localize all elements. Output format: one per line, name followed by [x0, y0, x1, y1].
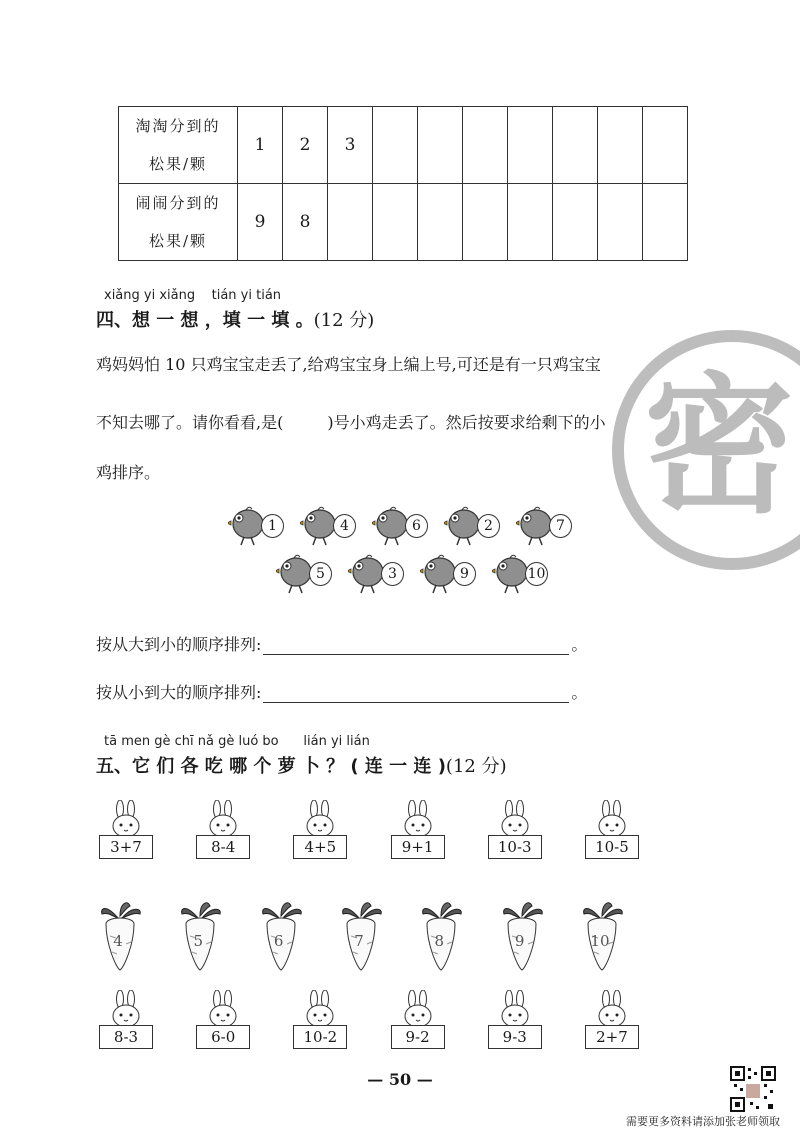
rabbit-icon [498, 800, 532, 838]
row-label-line: 闹闹分到的 [135, 194, 221, 212]
carrot[interactable] [580, 900, 626, 972]
chick-number: 7 [549, 514, 572, 538]
chick [300, 504, 356, 548]
rabbit-expression: 9-2 [391, 1025, 445, 1049]
chick [516, 504, 572, 548]
row-label-line: 淘淘分到的 [135, 117, 221, 135]
chick-icon [228, 504, 264, 548]
table-cell[interactable] [598, 107, 643, 184]
row-label-line: 松果/颗 [148, 232, 208, 250]
chick-icon [492, 552, 528, 596]
carrot[interactable] [419, 900, 465, 972]
table-cell[interactable] [328, 184, 373, 261]
chick [372, 504, 428, 548]
chick-icon [516, 504, 552, 548]
rabbit-expression: 3+7 [99, 835, 153, 859]
table-cell[interactable] [463, 184, 508, 261]
section5-pinyin: tā men gè chī nǎ gè luó bo lián yi lián [104, 734, 370, 749]
table-cell[interactable] [373, 184, 418, 261]
pine-cone-table [118, 106, 688, 261]
chick [420, 552, 476, 596]
rabbit[interactable] [386, 990, 450, 1049]
chick-row-2 [276, 552, 548, 596]
rabbit-icon [109, 990, 143, 1028]
rabbit-icon [206, 990, 240, 1028]
section4-pinyin: xiǎng yi xiǎng tián yi tián [104, 288, 282, 303]
rabbit-expression: 4+5 [293, 835, 347, 859]
chick [444, 504, 500, 548]
table-cell[interactable] [643, 107, 688, 184]
section4-para-line1: 鸡妈妈怕 10 只鸡宝宝走丢了,给鸡宝宝身上编上号,可还是有一只鸡宝宝 [96, 355, 601, 374]
table-cell[interactable] [553, 107, 598, 184]
table-cell[interactable]: 8 [283, 184, 328, 261]
para-text: )号小鸡走丢了。然后按要求给剩下的小 [327, 413, 606, 432]
chick-number: 2 [477, 514, 500, 538]
chick-number: 9 [453, 562, 476, 586]
page-number: — 50 — [367, 1070, 433, 1089]
section5-title-text: 五、它 们 各 吃 哪 个 萝 卜 ？ ( 连 一 连 ) [96, 756, 446, 777]
table-cell[interactable]: 2 [283, 107, 328, 184]
rabbit-expression: 8-4 [196, 835, 250, 859]
chick-number: 1 [261, 514, 284, 538]
rabbit-row-top [94, 800, 644, 859]
rabbit-icon [109, 800, 143, 838]
table-cell[interactable]: 9 [238, 184, 283, 261]
order-end-mark: 。 [571, 683, 588, 702]
section4-title [96, 306, 374, 332]
table-cell[interactable]: 3 [328, 107, 373, 184]
order-desc-answer[interactable] [263, 636, 569, 655]
chick-row-1 [228, 504, 572, 548]
chick-icon [276, 552, 312, 596]
rabbit-icon [206, 800, 240, 838]
section4-title-text: 四、想 一 想 ，填 一 填 。 [96, 310, 314, 331]
row-label-line: 松果/颗 [148, 155, 208, 173]
chick-icon [420, 552, 456, 596]
seal-char: 密 [644, 360, 795, 534]
rabbit-expression: 2+7 [585, 1025, 639, 1049]
rabbit-icon [595, 990, 629, 1028]
chick [348, 552, 404, 596]
rabbit[interactable] [580, 800, 644, 859]
section4-score: (12 分) [313, 310, 375, 331]
para-text: 不知去哪了。请你看看,是( [96, 413, 284, 432]
confidential-seal [612, 330, 800, 570]
chick [228, 504, 284, 548]
rabbit-expression: 9-3 [488, 1025, 542, 1049]
rabbit-icon [401, 990, 435, 1028]
chick-number: 10 [525, 562, 548, 586]
rabbit-expression: 10-5 [585, 835, 639, 859]
rabbit[interactable] [386, 800, 450, 859]
table-cell[interactable] [418, 107, 463, 184]
chick-number: 6 [405, 514, 428, 538]
chick-number: 3 [381, 562, 404, 586]
chick-icon [348, 552, 384, 596]
rabbit-expression: 10-2 [293, 1025, 347, 1049]
carrot-row [98, 900, 626, 972]
chick-icon [372, 504, 408, 548]
rabbit-expression: 9+1 [391, 835, 445, 859]
table-cell[interactable] [508, 107, 553, 184]
carrot[interactable] [98, 900, 144, 972]
rabbit-expression: 8-3 [99, 1025, 153, 1049]
rabbit[interactable] [191, 800, 255, 859]
carrot-number: 4 [113, 932, 123, 950]
row-label [119, 184, 238, 261]
chick-icon [444, 504, 480, 548]
rabbit[interactable] [191, 990, 255, 1049]
section4-para-line2 [96, 410, 606, 433]
qr-code-icon[interactable] [730, 1066, 776, 1112]
table-cell[interactable] [643, 184, 688, 261]
rabbit-icon [303, 990, 337, 1028]
order-desc-line [96, 632, 587, 655]
rabbit[interactable] [483, 990, 547, 1049]
carrot[interactable] [178, 900, 224, 972]
table-row [119, 184, 688, 261]
chick-number: 4 [333, 514, 356, 538]
order-asc-answer[interactable] [263, 684, 569, 703]
rabbit-row-bottom [94, 990, 644, 1049]
rabbit[interactable] [580, 990, 644, 1049]
carrot-number: 8 [434, 932, 445, 950]
section5-score: (12 分) [445, 756, 507, 777]
carrot-number: 5 [193, 932, 204, 950]
rabbit[interactable] [288, 800, 352, 859]
chick-icon [300, 504, 336, 548]
table-cell[interactable] [373, 107, 418, 184]
row-label [119, 107, 238, 184]
rabbit-icon [401, 800, 435, 838]
table-cell[interactable] [553, 184, 598, 261]
table-cell[interactable] [463, 107, 508, 184]
chick [276, 552, 332, 596]
rabbit-expression: 10-3 [488, 835, 542, 859]
rabbit[interactable] [94, 990, 158, 1049]
section4-para-line3: 鸡排序。 [96, 463, 161, 482]
chick-number: 5 [309, 562, 332, 586]
table-cell[interactable] [598, 184, 643, 261]
carrot-number: 9 [514, 932, 525, 950]
section5-title [96, 752, 507, 778]
table-cell[interactable]: 1 [238, 107, 283, 184]
footer-note: 需要更多资料请添加张老师领取 [626, 1115, 780, 1128]
rabbit-icon [303, 800, 337, 838]
carrot-number: 10 [590, 932, 610, 950]
table-cell[interactable] [508, 184, 553, 261]
rabbit[interactable] [288, 990, 352, 1049]
rabbit-expression: 6-0 [196, 1025, 250, 1049]
rabbit[interactable] [94, 800, 158, 859]
order-desc-label: 按从大到小的顺序排列: [96, 635, 262, 654]
order-asc-line [96, 680, 587, 703]
table-row [119, 107, 688, 184]
rabbit-icon [498, 990, 532, 1028]
table-cell[interactable] [418, 184, 463, 261]
rabbit[interactable] [483, 800, 547, 859]
carrot[interactable] [259, 900, 305, 972]
rabbit-icon [595, 800, 629, 838]
order-end-mark: 。 [571, 635, 588, 654]
carrot-number: 7 [354, 932, 364, 950]
order-asc-label: 按从小到大的顺序排列: [96, 683, 262, 702]
carrot-number: 6 [273, 932, 284, 950]
carrot[interactable] [500, 900, 546, 972]
chick [492, 552, 548, 596]
carrot[interactable] [339, 900, 385, 972]
